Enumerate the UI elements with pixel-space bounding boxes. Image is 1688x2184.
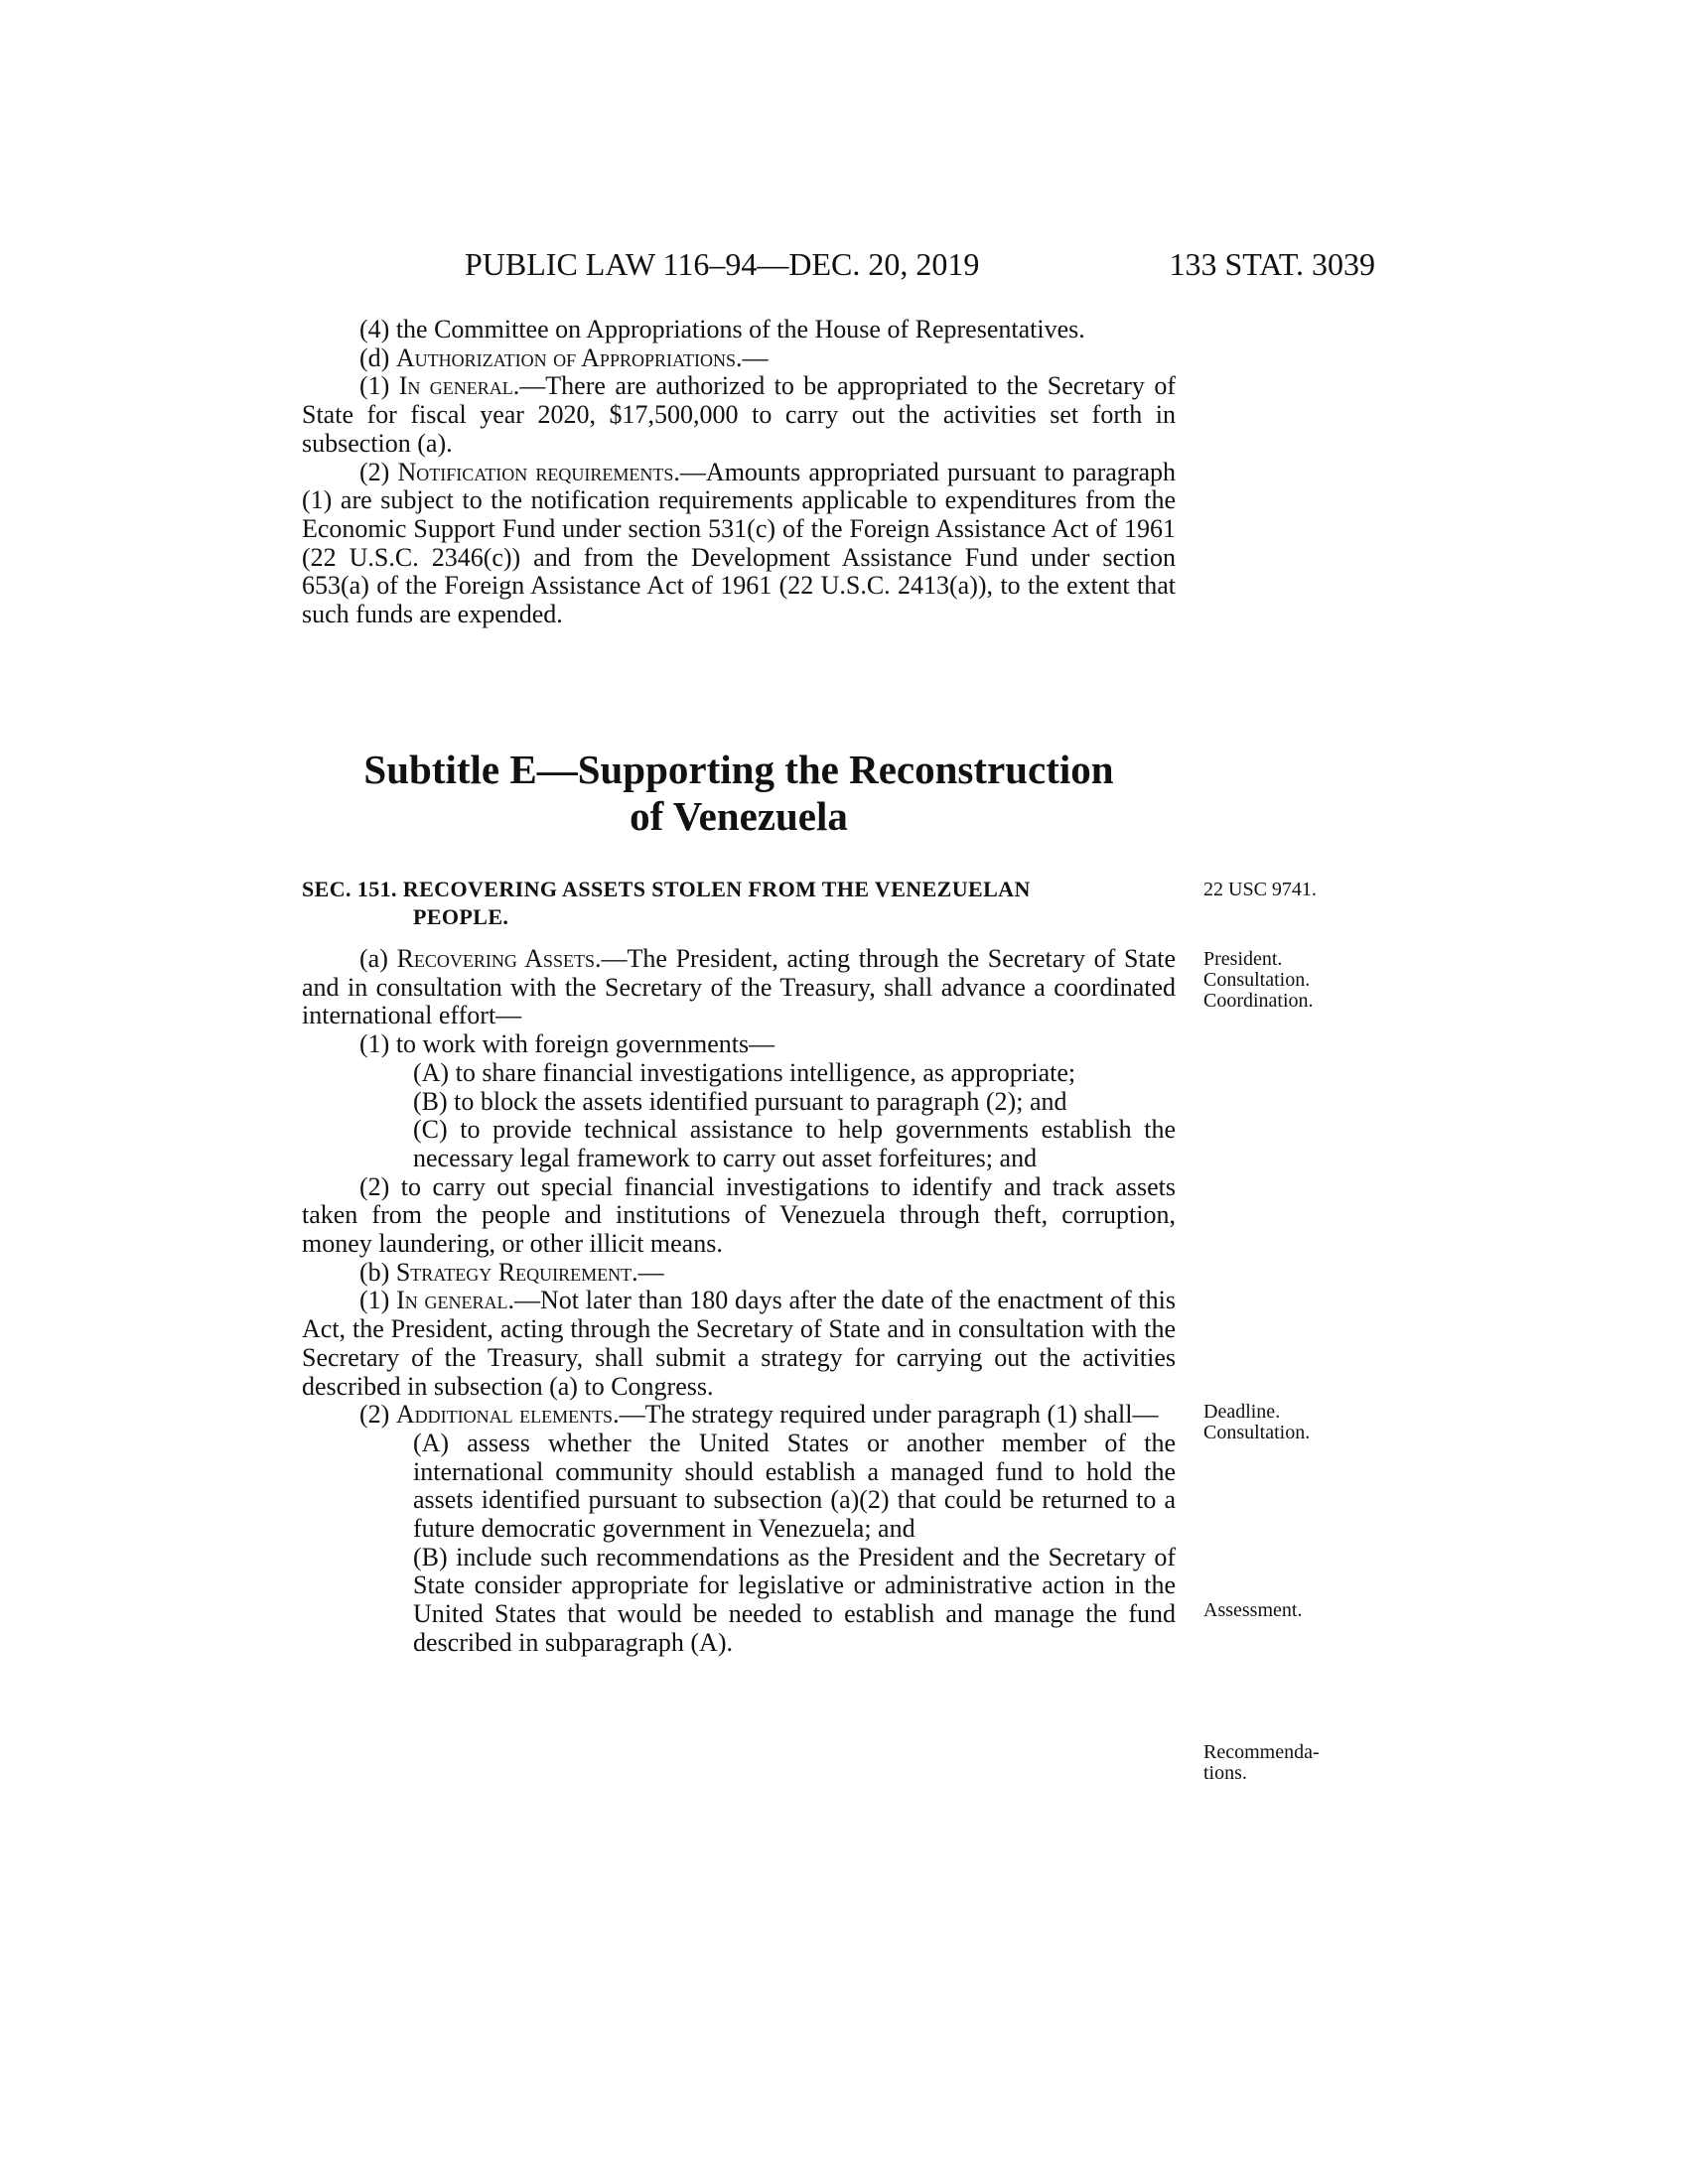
paragraph-b2-heading: Additional elements (395, 1400, 614, 1430)
margin-note-coordination-line: Coordination. (1203, 990, 1314, 1012)
subsection-b-title: Strategy Requirement (395, 1257, 633, 1287)
paragraph-a2: (2) to carry out special financial investigations to identify and track assets taken from the people and institutions of Venezuela through theft, corruption, money laundering, or other illicit means. (302, 1171, 1176, 1259)
section-heading (302, 876, 1176, 931)
subsection-d-label: (d) (359, 342, 396, 372)
margin-note-assessment (1203, 1600, 1352, 1621)
paragraph-d1-number: (1) (359, 371, 399, 401)
paragraph-d2-text: .—Amounts appropriated pursuant to paragraph (1) are subject to the notification requirements applicable to expenditures from the Economic Support Fund under section 531(c) of the Foreign Assistance Act of 1961 (22 U.S.C. 2346(c)) and from the Development Assistance Fund under section 653(a) of the Foreign Assistance Act of 1961 (22 U.S.C. 2413(a)), to the extent that such funds are expended. (302, 457, 1176, 629)
margin-note-deadline-line: Deadline. (1203, 1401, 1281, 1423)
subparagraph-a1A (302, 1059, 1176, 1088)
section-heading-line-1: SEC. 151. RECOVERING ASSETS STOLEN FROM THE VENEZUELAN (302, 877, 1031, 901)
paragraph-d2-number: (2) (359, 457, 398, 486)
authorization-section (302, 316, 1176, 629)
margin-note-president (1203, 949, 1352, 1012)
paragraph-d2-heading: Notification requirements (397, 457, 674, 486)
subparagraph-a1A-text: (A) to share financial investigations intelligence, as appropriate; (413, 1057, 1076, 1087)
running-head: PUBLIC LAW 116–94—DEC. 20, 2019 (465, 246, 980, 282)
subsection-d-title: Authorization of Appropriations (395, 342, 736, 372)
subsection-b-label: (b) (359, 1257, 396, 1287)
subtitle-heading (302, 747, 1176, 840)
margin-note-president-line: President. (1203, 948, 1283, 970)
subsection-d-suffix: .— (735, 342, 769, 372)
page-header (298, 246, 1375, 296)
statute-page-reference: 133 STAT. 3039 (1169, 246, 1375, 282)
margin-note-consultation-line: Consultation. (1203, 969, 1311, 991)
section-151-body (302, 945, 1176, 1658)
paragraph-b2-number: (2) (359, 1400, 396, 1430)
usc-citation: 22 USC 9741. (1203, 879, 1317, 900)
margin-note-deadline (1203, 1402, 1352, 1443)
paragraph-b1 (302, 1287, 1176, 1401)
subparagraph-a1B: (B) to block the assets identified pursuant to paragraph (2); and (413, 1086, 1067, 1116)
subsection-b-suffix: .— (632, 1257, 664, 1287)
paragraph-b1-number: (1) (359, 1286, 397, 1315)
paragraph-d1-text: .—There are authorized to be appropriated to the Secretary of State for fiscal year 2020, $17,500,000 to carry out the activities set forth in subsection (a). (302, 371, 1176, 458)
subsection-a-text: .—The President, acting through the Secretary of State and in consultation with the Secretary of the Treasury, shall advance a coordinated international effort— (302, 944, 1177, 1030)
paragraph-d1-heading: In general (398, 371, 513, 401)
subparagraph-b2B: (B) include such recommendations as the President and the Secretary of State consider appropriate for legislative or administrative action in the United States that would be needed to establish and manage the fund described in subparagraph (A). (413, 1542, 1176, 1657)
margin-note-recommendations (1203, 1742, 1352, 1784)
subsection-d-heading (302, 344, 1176, 373)
paragraph-b2-text: .—The strategy required under paragraph (1) shall— (613, 1400, 1159, 1430)
subsection-a-heading: Recovering Assets (396, 944, 595, 973)
paragraph-b2 (302, 1401, 1176, 1430)
paragraph-a1: (1) to work with foreign governments— (359, 1029, 775, 1059)
subtitle-line-2: of Venezuela (630, 793, 848, 839)
margin-note-recommendations-line-2: tions. (1203, 1762, 1247, 1784)
subsection-a-label: (a) (359, 944, 397, 973)
section-heading-line-2: PEOPLE. (413, 904, 509, 929)
subsection-b-heading (302, 1259, 1176, 1288)
paragraph-d2 (302, 459, 1176, 629)
subparagraph-b2A: (A) assess whether the United States or another member of the international community should establish a managed fund to hold the assets identified pursuant to subsection (a)(2) that could be returned to a future democratic government in Venezuela; and (413, 1428, 1176, 1544)
paragraph-d1 (302, 372, 1176, 458)
paragraph-c4: (4) the Committee on Appropriations of the House of Representatives. (359, 315, 1085, 343)
margin-note-assessment-line: Assessment. (1203, 1599, 1303, 1621)
subtitle-line-1: Subtitle E—Supporting the Reconstruction (363, 747, 1114, 792)
paragraph-b1-text: .—Not later than 180 days after the date of the enactment of this Act, the President, acting through the Secretary of State and in consultation with the Secretary of the Treasury, shall submit a strategy for carrying out the activities described in subsection (a) to Congress. (302, 1286, 1176, 1401)
subsection-a (302, 945, 1176, 1030)
margin-note-consultation-line-2: Consultation. (1203, 1422, 1311, 1443)
subparagraph-a1C: (C) to provide technical assistance to help governments establish the necessary legal framework to carry out asset forfeitures; and (413, 1115, 1176, 1172)
margin-note-recommendations-line-1: Recommenda- (1203, 1741, 1320, 1763)
paragraph-b1-heading: In general (396, 1286, 508, 1315)
margin-note-usc (1203, 880, 1352, 900)
